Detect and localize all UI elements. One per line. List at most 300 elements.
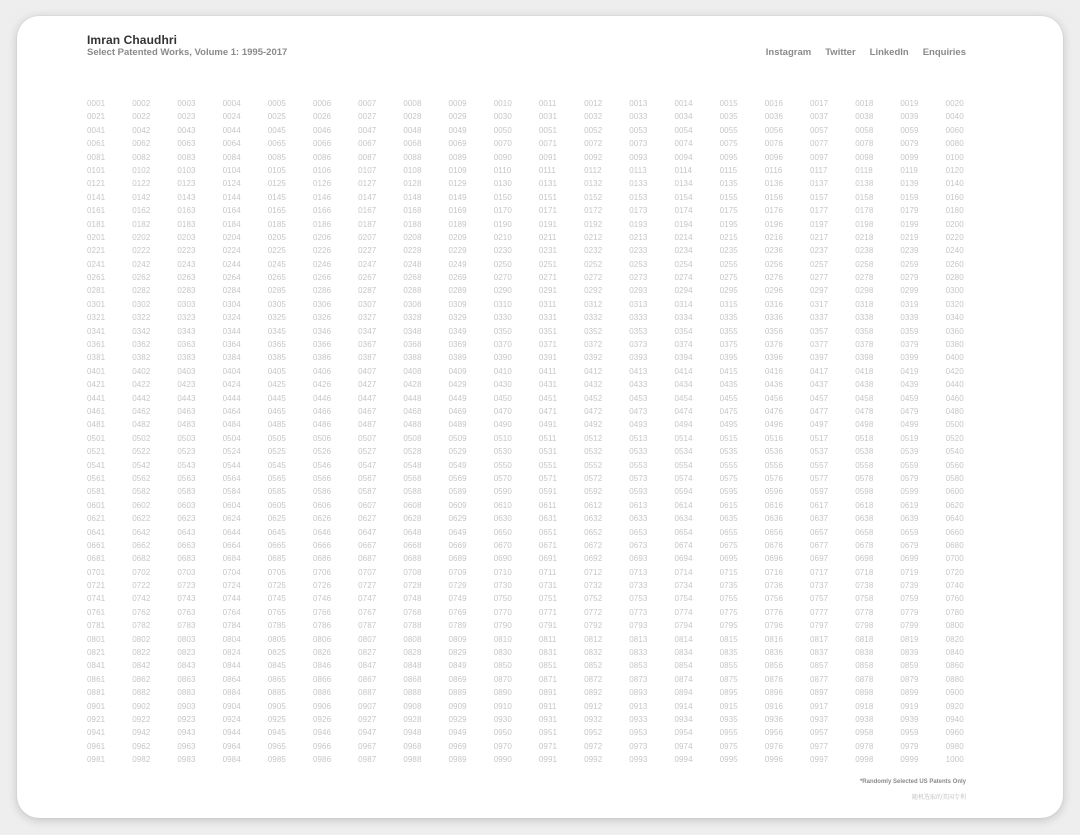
- patent-number-link[interactable]: 0631: [538, 514, 558, 524]
- patent-number-link[interactable]: 0746: [312, 594, 332, 604]
- patent-number-link[interactable]: 0680: [945, 540, 964, 550]
- patent-number-link[interactable]: 0381: [87, 353, 106, 363]
- patent-number-link[interactable]: 0082: [132, 152, 151, 162]
- patent-number-link[interactable]: 0717: [810, 567, 829, 577]
- patent-number-link[interactable]: 1000: [945, 755, 964, 765]
- patent-number-link[interactable]: 0001: [87, 99, 106, 108]
- patent-number-link[interactable]: 0389: [448, 353, 467, 363]
- patent-number-link[interactable]: 0494: [674, 420, 693, 430]
- patent-number-link[interactable]: 0081: [87, 152, 106, 162]
- patent-number-link[interactable]: 0422: [132, 380, 151, 390]
- patent-number-link[interactable]: 0739: [900, 581, 919, 591]
- patent-number-link[interactable]: 0598: [855, 487, 874, 497]
- patent-number-link[interactable]: 0135: [719, 179, 738, 189]
- patent-number-link[interactable]: 0046: [312, 125, 332, 135]
- patent-number-link[interactable]: 0955: [719, 728, 738, 738]
- patent-number-link[interactable]: 0882: [132, 688, 151, 698]
- patent-number-link[interactable]: 0607: [358, 500, 377, 510]
- patent-number-link[interactable]: 0316: [764, 299, 784, 309]
- patent-number-link[interactable]: 0800: [945, 621, 964, 631]
- patent-number-link[interactable]: 0909: [448, 701, 467, 711]
- patent-number-link[interactable]: 0748: [403, 594, 422, 604]
- patent-number-link[interactable]: 0477: [810, 406, 829, 416]
- patent-number-link[interactable]: 0812: [584, 634, 603, 644]
- patent-number-link[interactable]: 0061: [87, 139, 106, 149]
- patent-number-link[interactable]: 0694: [674, 554, 693, 564]
- patent-number-link[interactable]: 0458: [855, 393, 874, 403]
- patent-number-link[interactable]: 0910: [493, 701, 512, 711]
- patent-number-link[interactable]: 0019: [900, 99, 919, 108]
- patent-number-link[interactable]: 0532: [584, 447, 603, 457]
- patent-number-link[interactable]: 0932: [584, 714, 603, 724]
- patent-number-link[interactable]: 0581: [87, 487, 106, 497]
- patent-number-link[interactable]: 0682: [132, 554, 151, 564]
- patent-number-link[interactable]: 0972: [584, 741, 603, 751]
- patent-number-link[interactable]: 0674: [674, 540, 693, 550]
- patent-number-link[interactable]: 0227: [358, 246, 377, 256]
- patent-number-link[interactable]: 0446: [312, 393, 332, 403]
- patent-number-link[interactable]: 0133: [629, 179, 648, 189]
- patent-number-link[interactable]: 0876: [764, 674, 784, 684]
- patent-number-link[interactable]: 0995: [719, 755, 738, 765]
- patent-number-link[interactable]: 0126: [312, 179, 332, 189]
- patent-number-link[interactable]: 0388: [403, 353, 422, 363]
- patent-number-link[interactable]: 0478: [855, 406, 874, 416]
- patent-number-link[interactable]: 0447: [358, 393, 377, 403]
- patent-number-link[interactable]: 0351: [538, 326, 558, 336]
- patent-number-link[interactable]: 0925: [267, 714, 286, 724]
- patent-number-link[interactable]: 0760: [945, 594, 964, 604]
- patent-number-link[interactable]: 0347: [358, 326, 377, 336]
- patent-number-link[interactable]: 0034: [674, 112, 693, 122]
- patent-number-link[interactable]: 0743: [177, 594, 196, 604]
- patent-number-link[interactable]: 0174: [674, 206, 693, 216]
- patent-number-link[interactable]: 0441: [87, 393, 106, 403]
- patent-number-link[interactable]: 0314: [674, 299, 693, 309]
- patent-number-link[interactable]: 0464: [222, 406, 241, 416]
- patent-number-link[interactable]: 0912: [584, 701, 603, 711]
- patent-number-link[interactable]: 0793: [629, 621, 648, 631]
- patent-number-link[interactable]: 0832: [584, 648, 603, 658]
- patent-number-link[interactable]: 0497: [810, 420, 829, 430]
- patent-number-link[interactable]: 0055: [719, 125, 738, 135]
- patent-number-link[interactable]: 0467: [358, 406, 377, 416]
- patent-number-link[interactable]: 0953: [629, 728, 648, 738]
- patent-number-link[interactable]: 0109: [448, 165, 467, 175]
- patent-number-link[interactable]: 0956: [764, 728, 784, 738]
- patent-number-link[interactable]: 0080: [945, 139, 964, 149]
- patent-number-link[interactable]: 0157: [810, 192, 829, 202]
- patent-number-link[interactable]: 0546: [312, 460, 332, 470]
- patent-number-link[interactable]: 0985: [267, 755, 286, 765]
- patent-number-link[interactable]: 0621: [87, 514, 106, 524]
- patent-number-link[interactable]: 0335: [719, 313, 738, 323]
- patent-number-link[interactable]: 0755: [719, 594, 738, 604]
- patent-number-link[interactable]: 0234: [674, 246, 693, 256]
- patent-number-link[interactable]: 0382: [132, 353, 151, 363]
- patent-number-link[interactable]: 0874: [674, 674, 693, 684]
- patent-number-link[interactable]: 0709: [448, 567, 467, 577]
- patent-number-link[interactable]: 0618: [855, 500, 874, 510]
- patent-number-link[interactable]: 0655: [719, 527, 738, 537]
- patent-number-link[interactable]: 0668: [403, 540, 422, 550]
- patent-number-link[interactable]: 0271: [538, 273, 558, 283]
- patent-number-link[interactable]: 0152: [584, 192, 603, 202]
- patent-number-link[interactable]: 0881: [87, 688, 106, 698]
- patent-number-link[interactable]: 0762: [132, 607, 151, 617]
- patent-number-link[interactable]: 0611: [538, 500, 557, 510]
- patent-number-link[interactable]: 0051: [538, 125, 558, 135]
- patent-number-link[interactable]: 0062: [132, 139, 151, 149]
- patent-number-link[interactable]: 0634: [674, 514, 693, 524]
- patent-number-link[interactable]: 0959: [900, 728, 919, 738]
- patent-number-link[interactable]: 0132: [584, 179, 603, 189]
- patent-number-link[interactable]: 0624: [222, 514, 241, 524]
- patent-number-link[interactable]: 0063: [177, 139, 196, 149]
- patent-number-link[interactable]: 0303: [177, 299, 196, 309]
- patent-number-link[interactable]: 0696: [764, 554, 784, 564]
- patent-number-link[interactable]: 0213: [629, 232, 648, 242]
- patent-number-link[interactable]: 0939: [900, 714, 919, 724]
- patent-number-link[interactable]: 0889: [448, 688, 467, 698]
- patent-number-link[interactable]: 0647: [358, 527, 377, 537]
- patent-number-link[interactable]: 0027: [358, 112, 377, 122]
- patent-number-link[interactable]: 0890: [493, 688, 512, 698]
- patent-number-link[interactable]: 0333: [629, 313, 648, 323]
- patent-number-link[interactable]: 0784: [222, 621, 241, 631]
- patent-number-link[interactable]: 0971: [538, 741, 558, 751]
- patent-number-link[interactable]: 0635: [719, 514, 738, 524]
- patent-number-link[interactable]: 0863: [177, 674, 196, 684]
- patent-number-link[interactable]: 0967: [358, 741, 377, 751]
- patent-number-link[interactable]: 0233: [629, 246, 648, 256]
- patent-number-link[interactable]: 0934: [674, 714, 693, 724]
- patent-number-link[interactable]: 0824: [222, 648, 241, 658]
- patent-number-link[interactable]: 0324: [222, 313, 241, 323]
- patent-number-link[interactable]: 0885: [267, 688, 286, 698]
- patent-number-link[interactable]: 0753: [629, 594, 648, 604]
- patent-number-link[interactable]: 0633: [629, 514, 648, 524]
- patent-number-link[interactable]: 0086: [312, 152, 332, 162]
- patent-number-link[interactable]: 0377: [810, 340, 829, 350]
- patent-number-link[interactable]: 0368: [403, 340, 422, 350]
- patent-number-link[interactable]: 0156: [764, 192, 784, 202]
- patent-number-link[interactable]: 0988: [403, 755, 422, 765]
- patent-number-link[interactable]: 0224: [222, 246, 241, 256]
- patent-number-link[interactable]: 0245: [267, 259, 286, 269]
- patent-number-link[interactable]: 0836: [764, 648, 784, 658]
- patent-number-link[interactable]: 0259: [900, 259, 919, 269]
- patent-number-link[interactable]: 0803: [177, 634, 196, 644]
- patent-number-link[interactable]: 0306: [312, 299, 332, 309]
- patent-number-link[interactable]: 0589: [448, 487, 467, 497]
- patent-number-link[interactable]: 0068: [403, 139, 422, 149]
- patent-number-link[interactable]: 0444: [222, 393, 241, 403]
- patent-number-link[interactable]: 0924: [222, 714, 241, 724]
- patent-number-link[interactable]: 0059: [900, 125, 919, 135]
- patent-number-link[interactable]: 0235: [719, 246, 738, 256]
- patent-number-link[interactable]: 0808: [403, 634, 422, 644]
- patent-number-link[interactable]: 0038: [855, 112, 874, 122]
- patent-number-link[interactable]: 0315: [719, 299, 738, 309]
- patent-number-link[interactable]: 0465: [267, 406, 286, 416]
- patent-number-link[interactable]: 0366: [312, 340, 332, 350]
- patent-number-link[interactable]: 0131: [538, 179, 558, 189]
- patent-number-link[interactable]: 0495: [719, 420, 738, 430]
- patent-number-link[interactable]: 0541: [87, 460, 106, 470]
- patent-number-link[interactable]: 0408: [403, 366, 422, 376]
- patent-number-link[interactable]: 0571: [538, 473, 558, 483]
- patent-number-link[interactable]: 0057: [810, 125, 829, 135]
- patent-number-link[interactable]: 0140: [945, 179, 964, 189]
- patent-number-link[interactable]: 0067: [358, 139, 377, 149]
- patent-number-link[interactable]: 0173: [629, 206, 648, 216]
- patent-number-link[interactable]: 0439: [900, 380, 919, 390]
- patent-number-link[interactable]: 0030: [493, 112, 512, 122]
- patent-number-link[interactable]: 0834: [674, 648, 693, 658]
- patent-number-link[interactable]: 0084: [222, 152, 241, 162]
- patent-number-link[interactable]: 0727: [358, 581, 377, 591]
- patent-number-link[interactable]: 0302: [132, 299, 151, 309]
- patent-number-link[interactable]: 0374: [674, 340, 693, 350]
- patent-number-link[interactable]: 0110: [493, 165, 512, 175]
- patent-number-link[interactable]: 0116: [764, 165, 783, 175]
- patent-number-link[interactable]: 0665: [267, 540, 286, 550]
- patent-number-link[interactable]: 0794: [674, 621, 693, 631]
- patent-number-link[interactable]: 0045: [267, 125, 286, 135]
- patent-number-link[interactable]: 0923: [177, 714, 196, 724]
- patent-number-link[interactable]: 0413: [629, 366, 648, 376]
- patent-number-link[interactable]: 0666: [312, 540, 332, 550]
- patent-number-link[interactable]: 0782: [132, 621, 151, 631]
- patent-number-link[interactable]: 0645: [267, 527, 286, 537]
- patent-number-link[interactable]: 0979: [900, 741, 919, 751]
- patent-number-link[interactable]: 0806: [312, 634, 332, 644]
- patent-number-link[interactable]: 0021: [87, 112, 106, 122]
- patent-number-link[interactable]: 0114: [674, 165, 693, 175]
- patent-number-link[interactable]: 0171: [538, 206, 558, 216]
- patent-number-link[interactable]: 0840: [945, 648, 964, 658]
- patent-number-link[interactable]: 0367: [358, 340, 377, 350]
- patent-number-link[interactable]: 0201: [87, 232, 106, 242]
- patent-number-link[interactable]: 0534: [674, 447, 693, 457]
- patent-number-link[interactable]: 0792: [584, 621, 603, 631]
- patent-number-link[interactable]: 0587: [358, 487, 377, 497]
- patent-number-link[interactable]: 0599: [900, 487, 919, 497]
- patent-number-link[interactable]: 0216: [764, 232, 784, 242]
- patent-number-link[interactable]: 0195: [719, 219, 738, 229]
- patent-number-link[interactable]: 0671: [538, 540, 558, 550]
- patent-number-link[interactable]: 0097: [810, 152, 829, 162]
- patent-number-link[interactable]: 0462: [132, 406, 151, 416]
- patent-number-link[interactable]: 0277: [810, 273, 829, 283]
- patent-number-link[interactable]: 0797: [810, 621, 829, 631]
- patent-number-link[interactable]: 0576: [764, 473, 784, 483]
- patent-number-link[interactable]: 0537: [810, 447, 829, 457]
- patent-number-link[interactable]: 0127: [358, 179, 377, 189]
- patent-number-link[interactable]: 0440: [945, 380, 964, 390]
- patent-number-link[interactable]: 0821: [87, 648, 106, 658]
- patent-number-link[interactable]: 0639: [900, 514, 919, 524]
- patent-number-link[interactable]: 0949: [448, 728, 467, 738]
- patent-number-link[interactable]: 0866: [312, 674, 332, 684]
- patent-number-link[interactable]: 0480: [945, 406, 964, 416]
- patent-number-link[interactable]: 0088: [403, 152, 422, 162]
- patent-number-link[interactable]: 0468: [403, 406, 422, 416]
- patent-number-link[interactable]: 0781: [87, 621, 106, 631]
- patent-number-link[interactable]: 0839: [900, 648, 919, 658]
- patent-number-link[interactable]: 0875: [719, 674, 738, 684]
- patent-number-link[interactable]: 0010: [493, 99, 512, 108]
- patent-number-link[interactable]: 0767: [358, 607, 377, 617]
- patent-number-link[interactable]: 0926: [312, 714, 332, 724]
- patent-number-link[interactable]: 0848: [403, 661, 422, 671]
- patent-number-link[interactable]: 0313: [629, 299, 648, 309]
- patent-number-link[interactable]: 0262: [132, 273, 151, 283]
- patent-number-link[interactable]: 0918: [855, 701, 874, 711]
- patent-number-link[interactable]: 0469: [448, 406, 467, 416]
- patent-number-link[interactable]: 0973: [629, 741, 648, 751]
- patent-number-link[interactable]: 0906: [312, 701, 332, 711]
- patent-number-link[interactable]: 0378: [855, 340, 874, 350]
- patent-number-link[interactable]: 0802: [132, 634, 151, 644]
- patent-number-link[interactable]: 0175: [719, 206, 738, 216]
- patent-number-link[interactable]: 0829: [448, 648, 467, 658]
- patent-number-link[interactable]: 0858: [855, 661, 874, 671]
- patent-number-link[interactable]: 0050: [493, 125, 512, 135]
- patent-number-link[interactable]: 0659: [900, 527, 919, 537]
- patent-number-link[interactable]: 0870: [493, 674, 512, 684]
- patent-number-link[interactable]: 0938: [855, 714, 874, 724]
- patent-number-link[interactable]: 0660: [945, 527, 964, 537]
- patent-number-link[interactable]: 0900: [945, 688, 964, 698]
- patent-number-link[interactable]: 0342: [132, 326, 151, 336]
- patent-number-link[interactable]: 0605: [267, 500, 286, 510]
- patent-number-link[interactable]: 0189: [448, 219, 467, 229]
- patent-number-link[interactable]: 0217: [810, 232, 829, 242]
- patent-number-link[interactable]: 0321: [87, 313, 106, 323]
- patent-number-link[interactable]: 0240: [945, 246, 964, 256]
- patent-number-link[interactable]: 0487: [358, 420, 377, 430]
- patent-number-link[interactable]: 0944: [222, 728, 241, 738]
- patent-number-link[interactable]: 0630: [493, 514, 512, 524]
- patent-number-link[interactable]: 0519: [900, 433, 919, 443]
- patent-number-link[interactable]: 0766: [312, 607, 332, 617]
- patent-number-link[interactable]: 0318: [855, 299, 874, 309]
- patent-number-link[interactable]: 0401: [87, 366, 106, 376]
- patent-number-link[interactable]: 0341: [87, 326, 106, 336]
- patent-number-link[interactable]: 0411: [538, 366, 557, 376]
- patent-number-link[interactable]: 0764: [222, 607, 241, 617]
- patent-number-link[interactable]: 0339: [900, 313, 919, 323]
- patent-number-link[interactable]: 0180: [945, 206, 964, 216]
- patent-number-link[interactable]: 0708: [403, 567, 422, 577]
- patent-number-link[interactable]: 0237: [810, 246, 829, 256]
- patent-number-link[interactable]: 0736: [764, 581, 784, 591]
- patent-number-link[interactable]: 0292: [584, 286, 603, 296]
- patent-number-link[interactable]: 0693: [629, 554, 648, 564]
- patent-number-link[interactable]: 0295: [719, 286, 738, 296]
- patent-number-link[interactable]: 0253: [629, 259, 648, 269]
- patent-number-link[interactable]: 0121: [87, 179, 106, 189]
- patent-number-link[interactable]: 0225: [267, 246, 286, 256]
- patent-number-link[interactable]: 0348: [403, 326, 422, 336]
- patent-number-link[interactable]: 0241: [87, 259, 106, 269]
- patent-number-link[interactable]: 0276: [764, 273, 784, 283]
- patent-number-link[interactable]: 0843: [177, 661, 196, 671]
- patent-number-link[interactable]: 0526: [312, 447, 332, 457]
- patent-number-link[interactable]: 0288: [403, 286, 422, 296]
- patent-number-link[interactable]: 0864: [222, 674, 241, 684]
- patent-number-link[interactable]: 0745: [267, 594, 286, 604]
- patent-number-link[interactable]: 0663: [177, 540, 196, 550]
- patent-number-link[interactable]: 0570: [493, 473, 512, 483]
- patent-number-link[interactable]: 0871: [538, 674, 558, 684]
- patent-number-link[interactable]: 0574: [674, 473, 693, 483]
- patent-number-link[interactable]: 0759: [900, 594, 919, 604]
- patent-number-link[interactable]: 0523: [177, 447, 196, 457]
- patent-number-link[interactable]: 0020: [945, 99, 964, 108]
- patent-number-link[interactable]: 0350: [493, 326, 512, 336]
- patent-number-link[interactable]: 0994: [674, 755, 693, 765]
- patent-number-link[interactable]: 0191: [538, 219, 558, 229]
- patent-number-link[interactable]: 0585: [267, 487, 286, 497]
- patent-number-link[interactable]: 0410: [493, 366, 512, 376]
- patent-number-link[interactable]: 0248: [403, 259, 422, 269]
- patent-number-link[interactable]: 0099: [900, 152, 919, 162]
- patent-number-link[interactable]: 0078: [855, 139, 874, 149]
- patent-number-link[interactable]: 0340: [945, 313, 964, 323]
- patent-number-link[interactable]: 0320: [945, 299, 964, 309]
- patent-number-link[interactable]: 0267: [358, 273, 377, 283]
- patent-number-link[interactable]: 0431: [538, 380, 558, 390]
- patent-number-link[interactable]: 0251: [538, 259, 558, 269]
- patent-number-link[interactable]: 0920: [945, 701, 964, 711]
- patent-number-link[interactable]: 0825: [267, 648, 286, 658]
- patent-number-link[interactable]: 0204: [222, 232, 241, 242]
- patent-number-link[interactable]: 0632: [584, 514, 603, 524]
- patent-number-link[interactable]: 0358: [855, 326, 874, 336]
- patent-number-link[interactable]: 0962: [132, 741, 151, 751]
- patent-number-link[interactable]: 0963: [177, 741, 196, 751]
- patent-number-link[interactable]: 0507: [358, 433, 377, 443]
- patent-number-link[interactable]: 0083: [177, 152, 196, 162]
- patent-number-link[interactable]: 0567: [358, 473, 377, 483]
- patent-number-link[interactable]: 0713: [629, 567, 648, 577]
- patent-number-link[interactable]: 0741: [87, 594, 106, 604]
- patent-number-link[interactable]: 0768: [403, 607, 422, 617]
- patent-number-link[interactable]: 0007: [358, 99, 377, 108]
- patent-number-link[interactable]: 0205: [267, 232, 286, 242]
- patent-number-link[interactable]: 0968: [403, 741, 422, 751]
- patent-number-link[interactable]: 0416: [764, 366, 784, 376]
- patent-number-link[interactable]: 0675: [719, 540, 738, 550]
- patent-number-link[interactable]: 0167: [358, 206, 377, 216]
- patent-number-link[interactable]: 0103: [177, 165, 196, 175]
- patent-number-link[interactable]: 0016: [764, 99, 784, 108]
- patent-number-link[interactable]: 0550: [493, 460, 512, 470]
- patent-number-link[interactable]: 0884: [222, 688, 241, 698]
- patent-number-link[interactable]: 0796: [764, 621, 784, 631]
- patent-number-link[interactable]: 0029: [448, 112, 467, 122]
- patent-number-link[interactable]: 0223: [177, 246, 196, 256]
- patent-number-link[interactable]: 0613: [629, 500, 648, 510]
- patent-number-link[interactable]: 0165: [267, 206, 286, 216]
- patent-number-link[interactable]: 0269: [448, 273, 467, 283]
- patent-number-link[interactable]: 0420: [945, 366, 964, 376]
- patent-number-link[interactable]: 0525: [267, 447, 286, 457]
- patent-number-link[interactable]: 0965: [267, 741, 286, 751]
